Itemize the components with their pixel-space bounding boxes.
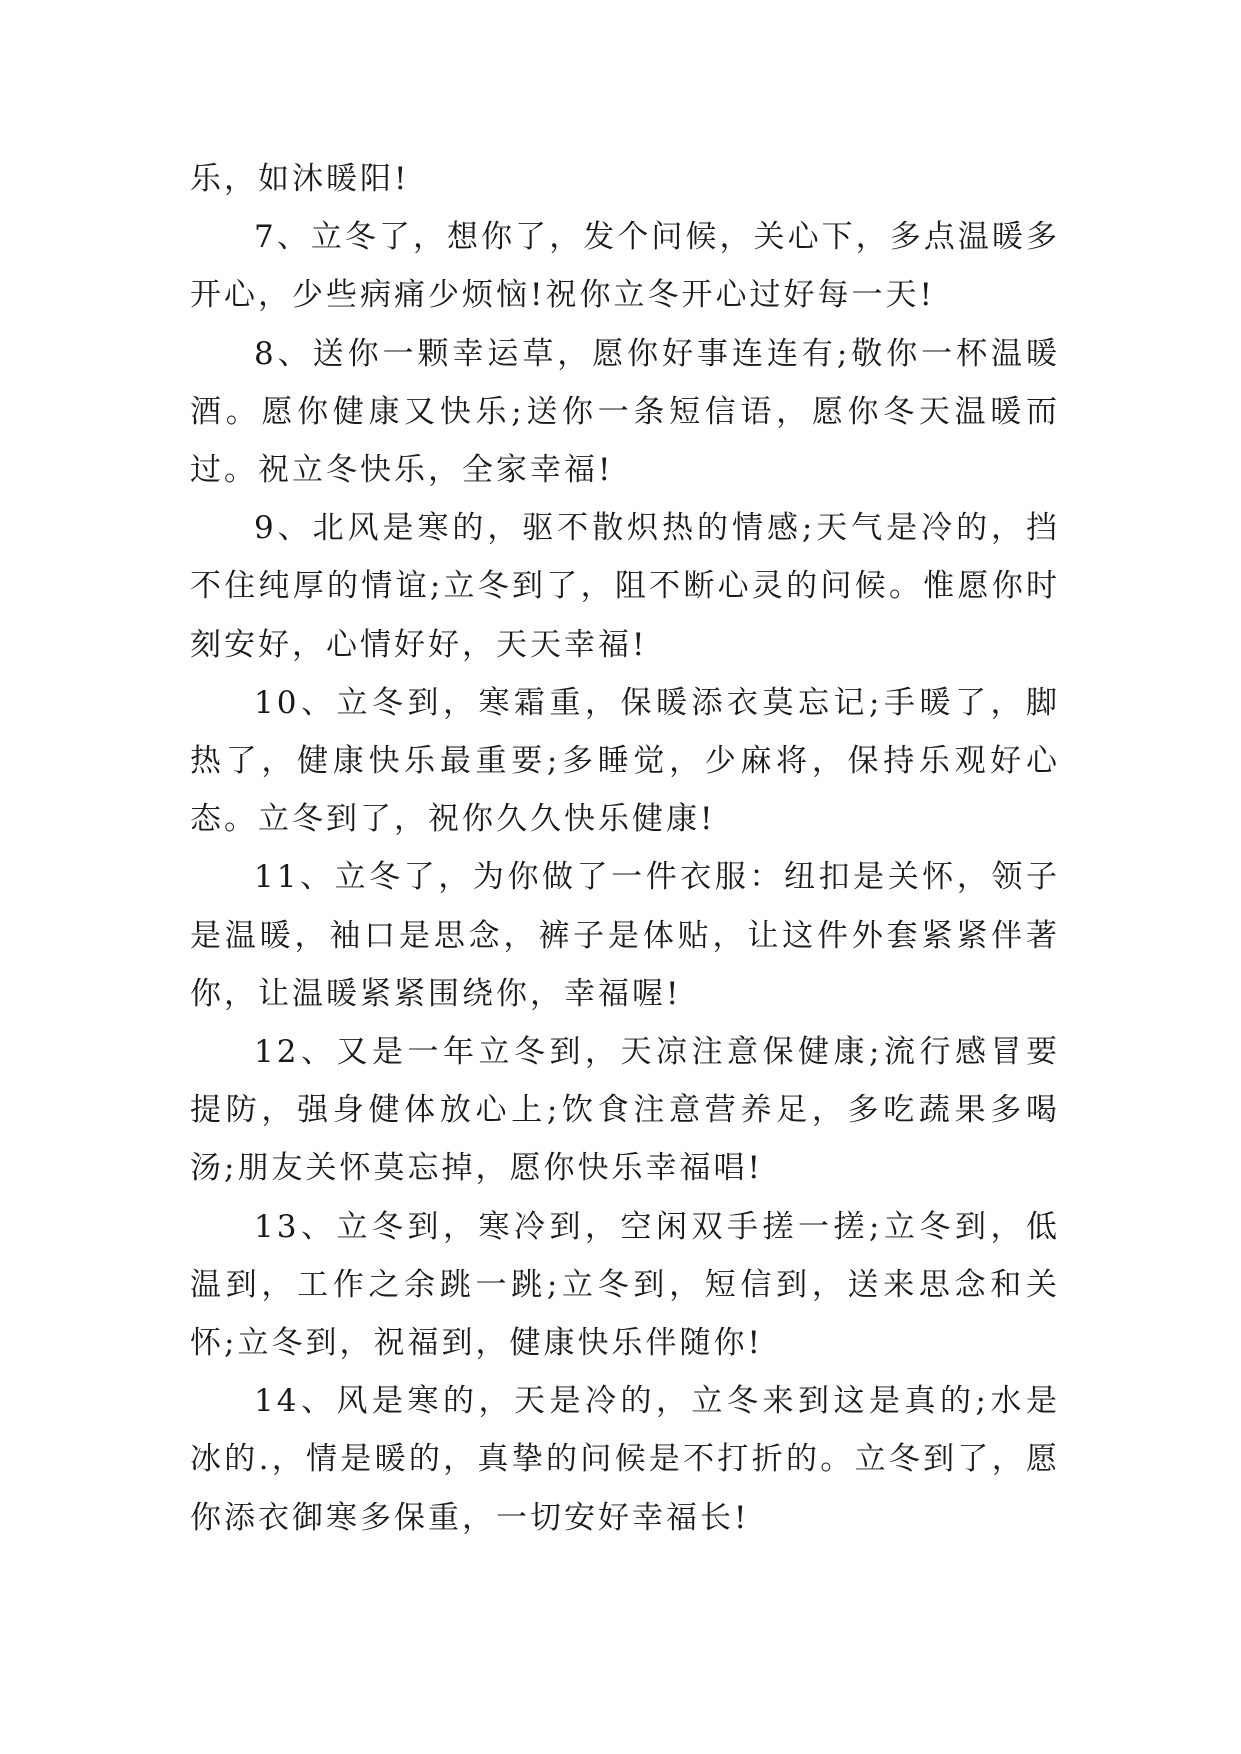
paragraph-item-13: 13、立冬到，寒冷到，空闲双手搓一搓;立冬到，低温到，工作之余跳一跳;立冬到，短信到，送来思念和关怀;立冬到，祝福到，健康快乐伴随你!: [190, 1208, 1060, 1362]
paragraph-item-10: 10、立冬到，寒霜重，保暖添衣莫忘记;手暖了，脚热了，健康快乐最重要;多睡觉，少麻将，保持乐观好心态。立冬到了，祝你久久快乐健康!: [190, 684, 1060, 838]
document-body: [190, 150, 1060, 1547]
paragraph-item-12: 12、又是一年立冬到，天凉注意保健康;流行感冒要提防，强身健体放心上;饮食注意营养足，多吃蔬果多喝汤;朋友关怀莫忘掉，愿你快乐幸福唱!: [190, 1034, 1060, 1187]
paragraph-continuation: 乐，如沐暖阳!: [190, 161, 410, 197]
paragraph-item-11: 11、立冬了，为你做了一件衣服：纽扣是关怀，领子是温暖，袖口是思念，裤子是体贴，让这件外套紧紧伴著你，让温暖紧紧围绕你，幸福喔!: [190, 859, 1060, 1012]
paragraph-item-7: 7、立冬了，想你了，发个问候，关心下，多点温暖多开心，少些病痛少烦恼!祝你立冬开心过好每一天!: [190, 219, 1060, 314]
paragraph-item-9: 9、北风是寒的，驱不散炽热的情感;天气是冷的，挡不住纯厚的情谊;立冬到了，阻不断心灵的问候。惟愿你时刻安好，心情好好，天天幸福!: [190, 510, 1060, 663]
paragraph-item-8: 8、送你一颗幸运草，愿你好事连连有;敬你一杯温暖酒。愿你健康又快乐;送你一条短信语，愿你冬天温暖而过。祝立冬快乐，全家幸福!: [190, 335, 1060, 489]
paragraph-item-14: 14、风是寒的，天是冷的，立冬来到这是真的;水是冰的.，情是暖的，真挚的问候是不打折的。立冬到了，愿你添衣御寒多保重，一切安好幸福长!: [190, 1383, 1060, 1536]
